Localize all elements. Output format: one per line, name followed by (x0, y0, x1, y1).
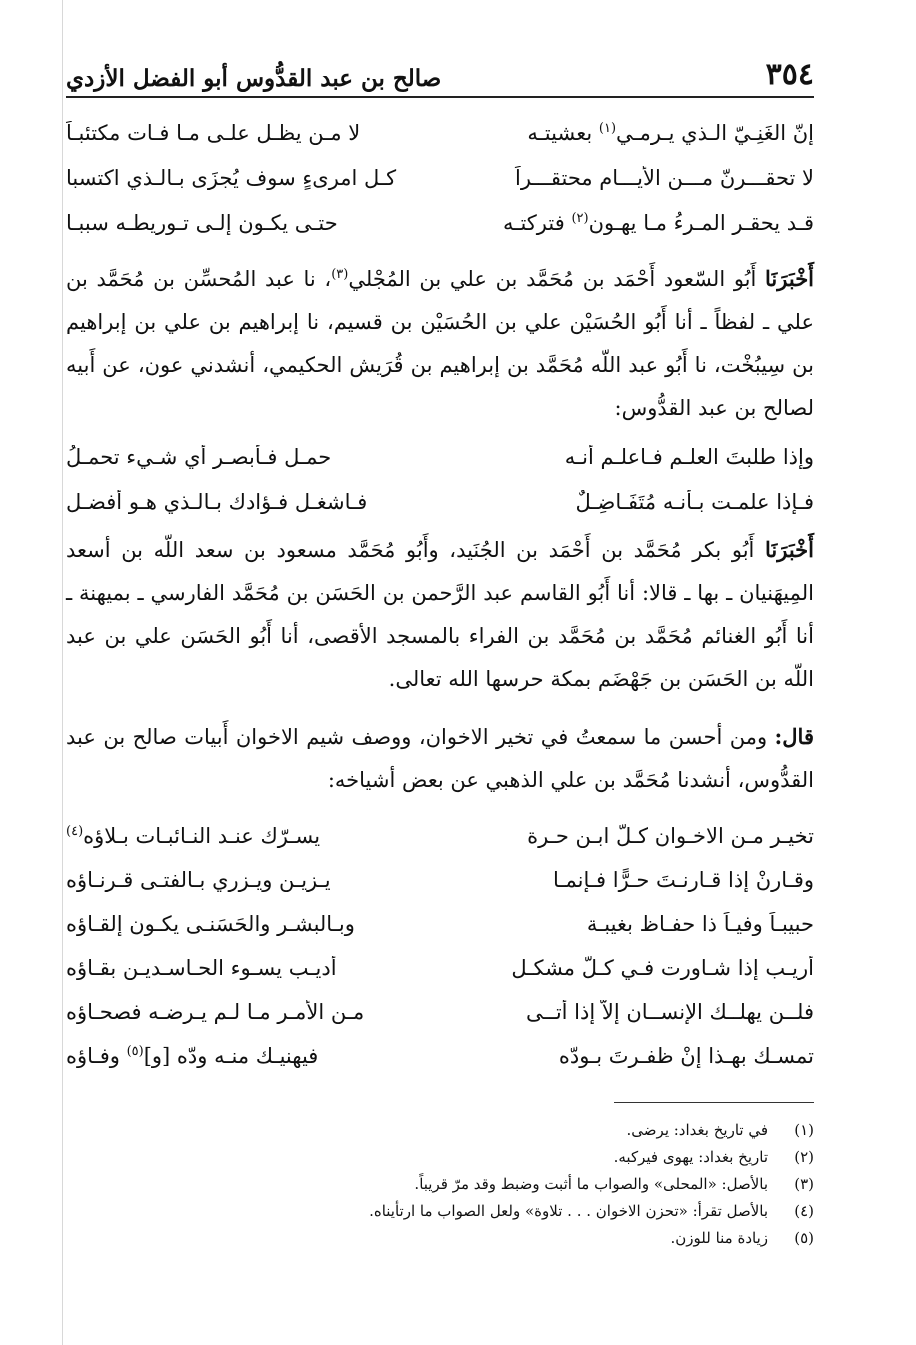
poem-1 (66, 110, 814, 245)
hemistich-second: لا مـن يظـل علـى مـا فـات مكتئبـاً (66, 120, 361, 145)
footnote-marker: (٣) (331, 267, 349, 282)
hemistich-first: تخيـر مـن الاخـوان كـلّ ابـن حـرة (527, 824, 814, 848)
hemistich-first: فـإذا علمـت بـأنـه مُتَفَـاضِـلٌ (575, 489, 814, 514)
verse-text: قـد يحقـر المـرءُ مـا يهـون (588, 210, 814, 235)
hemistich-first: لا تحقـــرنّ مـــن الأيـــام محتقـــراً (514, 165, 814, 190)
scan-edge-line (62, 0, 63, 1345)
paragraph-text: ومن أحسن ما سمعتُ في تخير الاخوان، ووصف شيم الاخوان أَبيات صالح بن عبد القدُّوس، أنشدنا مُحَمَّد بن علي الذهبي عن بعض أشياخه: (66, 725, 814, 792)
footnote (66, 1144, 814, 1171)
book-page (66, 40, 814, 1300)
poem-2 (66, 434, 814, 524)
hemistich-second: أديـب يسـوء الحـاسـديـن بقـاؤه (66, 956, 337, 980)
verse-text: وفـاؤه (66, 1044, 127, 1068)
paragraph-lead: أَخْبَرَنَا (765, 537, 814, 562)
hemistich-second: حمـل فـأبصـر أي شـيء تحمـلُ (66, 444, 332, 469)
hemistich-second: وبـالبشـر والحَسَنـى يكـون إلقـاؤه (66, 912, 355, 936)
footnote-marker: (٤) (66, 824, 84, 839)
footnote-text: في تاريخ بغداد: يرضى. (626, 1121, 768, 1139)
hemistich-second: كـل امرىءٍ سوف يُجزَى بـالـذي اكتسبا (66, 165, 397, 190)
paragraph-lead: قال: (774, 724, 814, 749)
footnote-divider (614, 1102, 814, 1103)
verse-text: يسـرّك عنـد النـائبـات بـلاؤه (83, 824, 321, 848)
footnote-text: بالأصل: «المحلى» والصواب ما أثبت وضبط وقد مرّ قريباً. (414, 1175, 768, 1193)
hemistich-second (66, 824, 425, 848)
paragraph-text: ، نا عبد المُحسِّن بن مُحَمَّد بن علي ـ لفظاً ـ أنا أَبُو الحُسَيْن علي بن الحُسَيْن بن قسيم، نا إبراهيم بن علي بن إبراهيم بن سِيبُخْت، نا أَبُو عبد اللّه مُحَمَّد بن إبراهيم بن قُرَيش الحكيمي، أنشدني عون، عن أَبيه لصالح بن عبد القدُّوس: (66, 267, 814, 420)
footnote-number: (٢) (794, 1148, 814, 1166)
hemistich-first: فلــن يهلــك الإنســان إلاّ إذا أتــى (526, 1000, 814, 1024)
paragraph-3 (66, 715, 814, 802)
footnote-number: (١) (794, 1121, 814, 1139)
paragraph-text: أَبُو السّعود أَحْمَد بن مُحَمَّد بن علي بن المُجْلي (348, 267, 766, 291)
footnote (66, 1198, 814, 1225)
hemistich-first: أريـب إذا شـاورت فـي كـلّ مشكـل (511, 956, 814, 980)
paragraph-text: أَبُو بكر مُحَمَّد بن أَحْمَد بن الجُنَيد، وأَبُو مُحَمَّد مسعود بن سعد اللّه بن أسعد المِيهَنيان ـ بها ـ قالا: أنا أَبُو القاسم عبد الرَّحمن بن الحَسَن بن مُحَمَّد الفارسي ـ بميهنة ـ أنا أَبُو الغنائم مُحَمَّد بن مُحَمَّد بن الفراء بالمسجد الأقصى، أنا أَبُو الحَسَن علي بن عبد اللّه بن الحَسَن بن جَهْضَم بمكة حرسها الله تعالى. (66, 538, 814, 691)
verse-text: بعشيتـه (527, 120, 599, 145)
footnote-number: (٣) (794, 1175, 814, 1193)
footnote-number: (٥) (794, 1229, 814, 1247)
footnote-text: تاريخ بغداد: يهوى فيركبه. (613, 1148, 768, 1166)
paragraph-lead: أَخْبَرَنَا (765, 266, 815, 291)
footnote (66, 1171, 814, 1198)
footnotes (66, 1117, 814, 1252)
verse (66, 1034, 814, 1078)
verse-text: فيهنيـك منـه ودّه [و] (143, 1044, 319, 1068)
footnote-marker: (٢) (571, 210, 589, 226)
paragraph-2 (66, 528, 814, 701)
verse (66, 990, 814, 1034)
paragraph-1 (66, 253, 814, 430)
verse (66, 858, 814, 902)
footnote (66, 1225, 814, 1252)
footnote-text: بالأصل تقرأ: «تحزن الاخوان . . . تلاوة» ولعل الصواب ما ارتأيناه. (369, 1202, 768, 1220)
footnote (66, 1117, 814, 1144)
hemistich-second: مـن الأمـر مـا لـم يـرضـه فصحـاؤه (66, 1000, 365, 1024)
hemistich-second: حتـى يكـون إلـى تـوريطـه سببـا (66, 210, 338, 235)
poem-3 (66, 814, 814, 1078)
verse (66, 155, 814, 200)
hemistich-first (455, 121, 814, 145)
verse (66, 200, 814, 245)
hemistich-first: وقـارنْ إذا قـارنـتَ حـرًّا فـإنمـا (552, 868, 814, 892)
footnote-number: (٤) (794, 1202, 814, 1220)
hemistich-first: تمسـك بهـذا إنْ ظفـرتَ بـودّه (558, 1044, 814, 1068)
hemistich-second (66, 1044, 425, 1068)
hemistich-second: يـزيـن ويـزري بـالفتـى قـرنـاؤه (66, 868, 331, 892)
hemistich-first: وإذا طلبتَ العلـم فـاعلـم أنـه (564, 444, 814, 469)
page-header (66, 40, 814, 98)
verse (66, 434, 814, 479)
hemistich-second: فـاشغـل فـؤادك بـالـذي هـو أفضـل (66, 489, 368, 514)
page-number: ٣٥٤ (765, 57, 814, 92)
verse-text: إنّ الغَنِـيّ الـذي يـرمـي (616, 120, 814, 145)
verse (66, 902, 814, 946)
footnote-text: زيادة منا للوزن. (670, 1229, 768, 1247)
footnote-marker: (١) (598, 120, 617, 136)
running-title: صالح بن عبد القدُّوس أبو الفضل الأزدي (66, 65, 442, 92)
hemistich-first: حبيبـاً وفيـاً ذا حفـاظ بغيبـة (586, 912, 814, 936)
footnote-marker: (٥) (126, 1044, 144, 1059)
verse (66, 814, 814, 858)
verse-text: فتركتـه (503, 210, 572, 235)
verse (66, 110, 814, 155)
hemistich-first (455, 211, 814, 235)
verse (66, 479, 814, 524)
verse (66, 946, 814, 990)
